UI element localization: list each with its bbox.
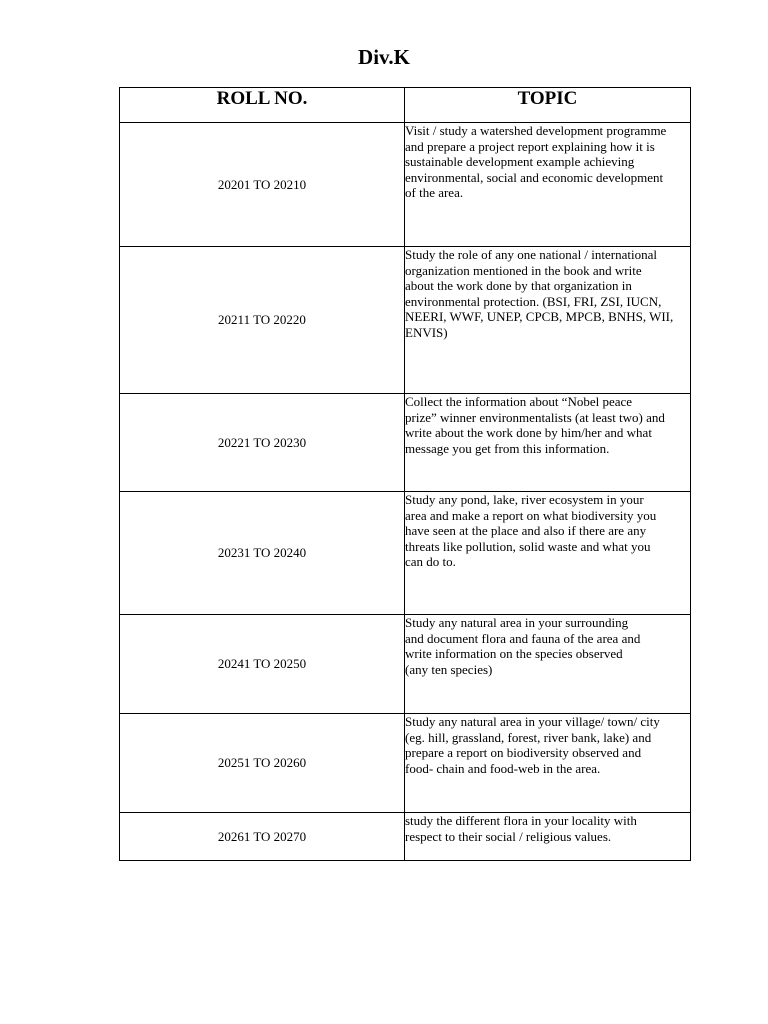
- topic-text: [405, 714, 691, 813]
- topic-line: sustainable development example achieving: [405, 154, 635, 169]
- page-title: Div.K: [358, 45, 410, 69]
- topic-line: environmental protection. (BSI, FRI, ZSI, IUCN,: [405, 293, 662, 309]
- table-row: [120, 394, 691, 492]
- topic-line: can do to.: [405, 554, 456, 569]
- topic-line: (eg. hill, grassland, forest, river bank, lake) and: [405, 729, 652, 745]
- roll-range: 20261 TO 20270: [120, 813, 405, 861]
- topic-line: Study the role of any one national / international: [405, 247, 657, 262]
- roll-range: 20251 TO 20260: [120, 714, 405, 813]
- table-row: [120, 615, 691, 714]
- table-header-row: [120, 88, 691, 123]
- roll-range: 20231 TO 20240: [120, 492, 405, 615]
- topic-text: [405, 615, 691, 714]
- topic-line: ENVIS): [405, 324, 448, 340]
- topic-line: NEERI, WWF, UNEP, CPCB, MPCB, BNHS, WII,: [405, 309, 674, 324]
- topic-line: organization mentioned in the book and write: [405, 262, 642, 278]
- topic-line: and document flora and fauna of the area and: [405, 630, 641, 646]
- table-row: [120, 123, 691, 247]
- roll-range: 20201 TO 20210: [120, 123, 405, 247]
- topic-line: of the area.: [405, 185, 464, 200]
- topic-text: [405, 247, 691, 394]
- topic-line: respect to their social / religious values.: [405, 828, 612, 844]
- header-topic: TOPIC: [405, 88, 691, 123]
- topic-line: about the work done by that organization in: [405, 278, 632, 293]
- topic-line: write information on the species observed: [405, 646, 623, 661]
- table-row: [120, 247, 691, 394]
- topic-line: prepare a report on biodiversity observed and: [405, 745, 642, 760]
- table-row: [120, 492, 691, 615]
- table-row: [120, 813, 691, 861]
- topic-line: area and make a report on what biodiversity you: [405, 507, 657, 523]
- table-row: [120, 714, 691, 813]
- topic-line: Study any natural area in your village/ town/ city: [405, 714, 660, 729]
- roll-topic-table: [119, 87, 691, 861]
- topic-text: [405, 492, 691, 615]
- roll-range: 20221 TO 20230: [120, 394, 405, 492]
- topic-line: environmental, social and economic development: [405, 169, 664, 185]
- header-roll-no: ROLL NO.: [120, 88, 405, 123]
- topic-text: [405, 123, 691, 247]
- topic-line: food- chain and food-web in the area.: [405, 760, 601, 776]
- topic-line: prize” winner environmentalists (at least two) and: [405, 409, 665, 425]
- roll-range: 20241 TO 20250: [120, 615, 405, 714]
- topic-text: [405, 394, 691, 492]
- topic-line: Study any natural area in your surrounding: [405, 615, 629, 630]
- topic-line: Study any pond, lake, river ecosystem in your: [405, 492, 644, 507]
- topic-line: (any ten species): [405, 661, 493, 677]
- topic-line: Collect the information about “Nobel peace: [405, 394, 633, 409]
- topic-line: threats like pollution, solid waste and what you: [405, 538, 651, 554]
- topic-line: write about the work done by him/her and what: [405, 425, 652, 440]
- topic-line: Visit / study a watershed development programme: [405, 123, 667, 138]
- topic-line: have seen at the place and also if there are any: [405, 523, 647, 538]
- topic-line: message you get from this information.: [405, 440, 610, 456]
- roll-range: 20211 TO 20220: [120, 247, 405, 394]
- topic-text: [405, 813, 691, 861]
- topic-line: study the different flora in your locality with: [405, 813, 637, 828]
- topic-line: and prepare a project report explaining how it is: [405, 138, 655, 154]
